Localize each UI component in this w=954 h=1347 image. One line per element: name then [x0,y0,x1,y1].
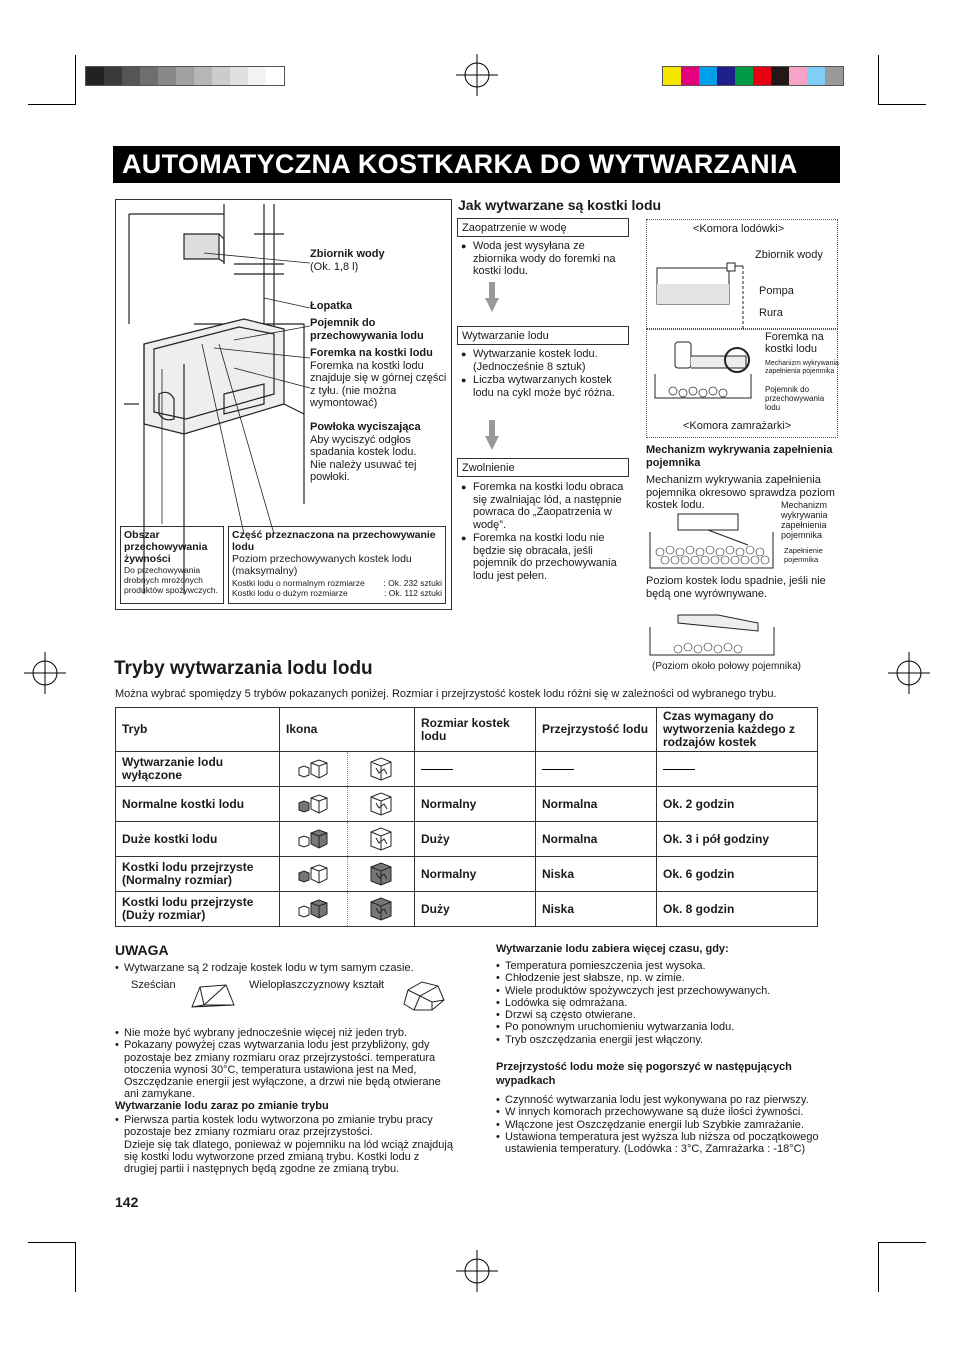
stage2-bullet: ● Liczba wytwarzanych kostek lodu na cykl może być różna. [461,374,631,399]
page-title: AUTOMATYCZNA KOSTKARKA DO WYTWARZANIA LODU [113,146,840,183]
normal-count-value: : Ok. 232 sztuki [383,578,442,588]
zaraz-heading: Wytwarzanie lodu zaraz po zmianie trybu [115,1100,329,1112]
color-calibration-bar [662,66,844,86]
stage-zaopatrzenie: Zaopatrzenie w wodę [457,218,629,237]
list-item: • Tryb oszczędzania energii jest włączony. [496,1034,826,1046]
obszar-title: Obszar przechowywania żywności [124,529,208,565]
label-foremka: Foremka na kostki lodu [310,347,433,359]
arrow-down-icon [485,420,499,450]
komora-lodowki-label: <Komora lodówki> [693,223,785,235]
normal-count-label: Kostki lodu o normalnym rozmiarze [232,578,365,588]
large-count-label: Kostki lodu o dużym rozmiarze [232,588,348,598]
stage3-bullet: ● Foremka na kostki lodu obraca się zwalniając lód, a następnie powraca do „Zaopatrzenia w wodę”. [461,481,626,531]
schem-zbiornik: Zbiornik wody [755,249,823,261]
crop-mark [75,55,76,105]
level-text: Poziom kostek lodu spadnie, jeśli nie będą one wyrównywane. [646,575,826,600]
table-row [116,787,818,822]
size-cell: Duży [415,892,536,927]
color-swatch [266,67,284,85]
list-item: • Drzwi są często otwierane. [496,1009,826,1021]
table-row [116,822,818,857]
leader-lines [204,248,314,408]
mech-label: Mechanizm wykrywania zapełnienia pojemnika [781,500,828,540]
modes-intro: Można wybrać spomiędzy 5 trybów pokazanych poniżej. Rozmiar i przejrzystość kostek lodu różni się w zależności od wybranego trybu. [115,688,777,700]
fridge-compartment [646,219,838,329]
ice-cube-normal-icon [280,857,348,891]
ice-shape-normal-icon [348,822,415,856]
obszar-box [120,526,224,604]
crop-mark [878,1242,926,1243]
mode-name: Normalne kostki lodu [116,787,280,822]
color-swatch [771,67,789,85]
crop-mark [878,104,926,105]
color-swatch [717,67,735,85]
modes-table [115,707,818,927]
zaraz-text: • Pierwsza partia kostek lodu wytworzona po zmianie trybu pracy pozostaje bez zmiany rozmiaru oraz przejrzystości. [124,1114,433,1139]
crop-mark [28,104,76,105]
header-ikona: Ikona [280,708,415,752]
table-row [116,892,818,927]
arrow-down-icon [485,282,499,312]
slow-list [496,960,826,1046]
list-item: • Po ponownym uruchomieniu wytwarzania lodu. [496,1021,826,1033]
time-cell: Ok. 3 i pół godziny [657,822,818,857]
color-swatch [825,67,843,85]
color-swatch [212,67,230,85]
header-przejrzystosc: Przejrzystość lodu [536,708,657,752]
color-swatch [176,67,194,85]
mode-name: Kostki lodu przejrzyste (Duży rozmiar) [116,892,280,927]
note-item: • Pokazany powyżej czas wytwarzania lodu jest przybliżony, gdy pozostaje bez zmiany rozmiaru oraz przejrzystości. temperatura otoczenia wynosi 30°C, temperatura ustawiona jest na Med, Oszczędzanie energii jest wyłączone, a drzwi nie będą otwierane ani zamykane. [115,1039,455,1100]
label-lopatka: Łopatka [310,300,353,312]
ice-maker-diagram [115,199,452,610]
color-swatch [104,67,122,85]
color-swatch [681,67,699,85]
gray-calibration-bar [85,66,285,86]
zaraz-text-2: Dzieje się tak dlatego, ponieważ w pojemniku na lód wciąż znajdują się kostki lodu wytworzone przed zmianą trybu. Kostki lodu z drugiej partii i następnych będą zgodne ze zmianą trybu. [124,1138,453,1176]
mode-name: Duże kostki lodu [116,822,280,857]
empty-dash [421,769,453,770]
modes-heading: Tryby wytwarzania lodu lodu [114,658,373,679]
clarity-cell: Niska [536,892,657,927]
clarity-cell: Normalna [536,787,657,822]
time-cell: Ok. 2 godzin [657,787,818,822]
color-swatch [248,67,266,85]
color-swatch [158,67,176,85]
list-item: • Ustawiona temperatura jest wyższa lub niższa od początkowego ustawienia temperatury. (Lodówka : 3°C, Zamrażarka : -18°C) [496,1131,841,1156]
note-item: • Nie może być wybrany jednocześnie więcej niż jeden tryb. [115,1027,455,1039]
crop-mark [75,1242,76,1292]
list-item: • Czynność wytwarzania lodu jest wykonywana po raz pierwszy. [496,1094,841,1106]
list-item: • Chłodzenie jest słabsze, np. w zimie. [496,972,826,984]
label-foremka-note: Foremka na kostki lodu znajduje się w górnej części z tyłu. (nie można wymontować) [310,359,447,409]
label-zbiornik-note: (Ok. 1,8 l) [310,260,359,273]
cube-label: Sześcian [131,979,176,991]
table-header-row [116,708,818,752]
process-heading: Jak wytwarzane są kostki lodu [458,197,662,213]
label-powloka: Powłoka wyciszająca [310,421,421,433]
ice-cube-off-icon [280,752,348,786]
list-item: • Temperatura pomieszczenia jest wysoka. [496,960,826,972]
large-count-value: : Ok. 112 sztuki [384,588,442,598]
bin-half-illustration [648,609,780,657]
ice-shape-off-icon [348,752,415,786]
czesc-note: Poziom przechowywanych kostek lodu (maksymalny) [232,553,412,577]
half-text: (Poziom około połowy pojemnika) [652,661,801,672]
page-number: 142 [115,1194,139,1210]
header-tryb: Tryb [116,708,280,752]
registration-mark-icon [456,1250,498,1292]
ice-tray-illustration [651,338,763,413]
schem-pompa: Pompa [759,285,794,297]
ice-shape-clear-icon [348,892,415,926]
ice-cube-large-icon [280,822,348,856]
polyhedral-shape-icon [400,978,448,1014]
schem-pojemnik: Pojemnik do przechowywania lodu [765,385,825,412]
label-powloka-note: Aby wyciszyć odgłos spadania kostek lodu. Nie należy usuwać tej powłoki. [310,433,417,483]
color-swatch [122,67,140,85]
ice-cube-large-icon [280,892,348,926]
stage-zwolnienie: Zwolnienie [457,458,629,477]
slow-heading: Wytwarzanie lodu zabiera więcej czasu, gdy: [496,943,729,955]
size-cell: Normalny [415,857,536,892]
clarity-list [496,1094,841,1155]
label-zbiornik: Zbiornik wody [310,248,385,260]
crop-mark [28,1242,76,1243]
table-row [116,857,818,892]
size-cell: Duży [415,822,536,857]
label-pojemnik: Pojemnik do przechowywania lodu [310,317,424,342]
clarity-heading: Przejrzystość lodu może się pogorszyć w następujących wypadkach [496,1061,792,1087]
full-label: Zapełnienie pojemnika [784,546,823,564]
stage2-bullet: ● Wytwarzanie kostek lodu. (Jednocześnie 8 sztuk) [461,348,631,373]
ice-shape-normal-icon [348,787,415,821]
note-item: • Wytwarzane są 2 rodzaje kostek lodu w tym samym czasie. [115,962,455,974]
registration-mark-icon [24,652,66,694]
uwaga-heading: UWAGA [115,942,169,958]
freezer-compartment [646,329,838,438]
polyhedral-label: Wielopłaszczyznowy kształt [249,979,385,991]
mode-name: Wytwarzanie lodu wyłączone [116,752,280,787]
list-item: • Włączone jest Oszczędzanie energii lub Szybkie zamrażanie. [496,1119,841,1131]
stage1-bullet: ● Woda jest wysyłana ze zbiornika wody do foremki na kostki lodu. [461,240,621,278]
table-row [116,752,818,787]
header-rozmiar: Rozmiar kostek lodu [415,708,536,752]
time-cell: Ok. 6 godzin [657,857,818,892]
color-swatch [663,67,681,85]
color-swatch [194,67,212,85]
registration-mark-icon [888,652,930,694]
schem-rura: Rura [759,307,783,319]
czesc-box [228,526,446,604]
list-item: • Lodówka się odmrażana. [496,997,826,1009]
crop-mark [878,1242,879,1292]
mode-name: Kostki lodu przejrzyste (Normalny rozmiar) [116,857,280,892]
size-cell: Normalny [415,787,536,822]
color-swatch [807,67,825,85]
mech-title: Mechanizm wykrywania zapełnienia pojemnika [646,444,833,469]
color-swatch [753,67,771,85]
komora-zamrazarki-label: <Komora zamrażarki> [683,420,792,432]
empty-dash [542,769,574,770]
bin-full-illustration [648,512,778,572]
color-swatch [230,67,248,85]
obszar-note: Do przechowywania drobnych mrożonych produktów spożywczych. [124,565,219,595]
empty-dash [663,769,695,770]
clarity-cell: Normalna [536,822,657,857]
stage-wytwarzanie: Wytwarzanie lodu [457,326,629,345]
ice-shape-clear-icon [348,857,415,891]
color-swatch [699,67,717,85]
schem-foremka: Foremka na kostki lodu [765,331,824,355]
stage3-bullet: ● Foremka na kostki lodu nie będzie się obracała, jeśli pojemnik do przechowywania lodu jest pełen. [461,532,626,582]
water-tank-illustration [655,250,775,330]
color-swatch [86,67,104,85]
mech-desc: Mechanizm wykrywania zapełnienia pojemnika okresowo sprawdza poziom kostek lodu. [646,474,835,511]
list-item: • W innych komorach przechowywane są duże ilości żywności. [496,1106,841,1118]
color-swatch [789,67,807,85]
cube-shape-icon [188,979,238,1011]
registration-mark-icon [456,54,498,96]
list-item: • Wiele produktów spożywczych jest przechowywanych. [496,985,826,997]
color-swatch [735,67,753,85]
time-cell: Ok. 8 godzin [657,892,818,927]
header-czas: Czas wymagany do wytworzenia każdego z rodzajów kostek [657,708,818,752]
ice-cube-normal-icon [280,787,348,821]
color-swatch [140,67,158,85]
crop-mark [878,55,879,105]
schem-mechanizm: Mechanizm wykrywania zapełnienia pojemnika [765,360,839,375]
czesc-title: Część przeznaczona na przechowywanie lodu [232,529,436,553]
clarity-cell: Niska [536,857,657,892]
